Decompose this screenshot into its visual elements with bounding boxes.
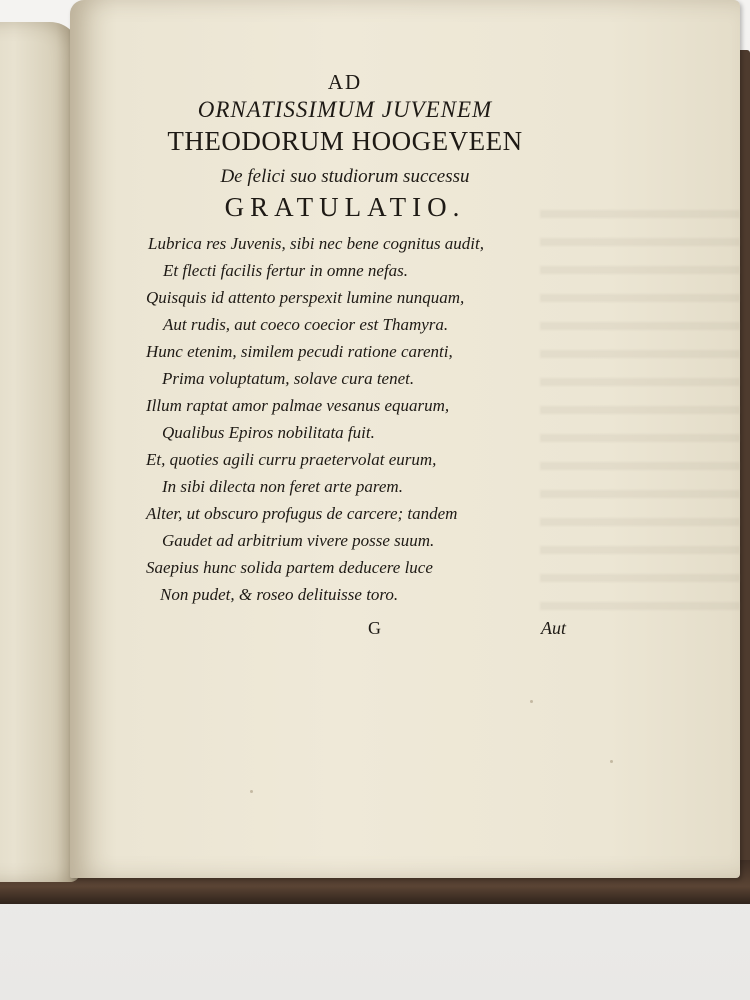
verse-line: Quisquis id attento perspexit lumine nunquam, [146, 288, 465, 307]
heading-gratulatio: GRATULATIO. [224, 192, 466, 222]
verse-line: Illum raptat amor palmae vesanus equarum, [146, 396, 450, 415]
verse-line: Qualibus Epiros nobilitata fuit. [162, 423, 375, 442]
heading-subtitle: De felici suo studiorum successu [220, 166, 470, 187]
heading-line-1: AD [327, 70, 363, 94]
verse-line: In sibi dilecta non feret arte parem. [162, 477, 403, 496]
verse-line: Alter, ut obscuro profugus de carcere; tandem [146, 504, 458, 523]
verse-line: Hunc etenim, similem pecudi ratione carenti, [146, 342, 453, 361]
verse-line: Gaudet ad arbitrium vivere posse suum. [162, 531, 435, 550]
verse-line: Aut rudis, aut coeco coecior est Thamyra. [163, 315, 449, 334]
verse-line: Saepius hunc solida partem deducere luce [146, 558, 433, 577]
verse-line: Et, quoties agili curru praetervolat eurum, [146, 450, 437, 469]
verse-line: Lubrica res Juvenis, sibi nec bene cognitus audit, [148, 234, 485, 253]
heading-line-2: ORNATISSIMUM JUVENEM [197, 97, 493, 122]
catchword: Aut [541, 618, 566, 638]
verse-line: Et flecti facilis fertur in omne nefas. [163, 261, 409, 280]
signature-mark: G [368, 618, 381, 638]
heading-name: THEODORUM HOOGEVEEN [167, 126, 523, 156]
verse-line: Non pudet, & roseo delituisse toro. [160, 585, 399, 604]
verse-line: Prima voluptatum, solave cura tenet. [162, 369, 415, 388]
